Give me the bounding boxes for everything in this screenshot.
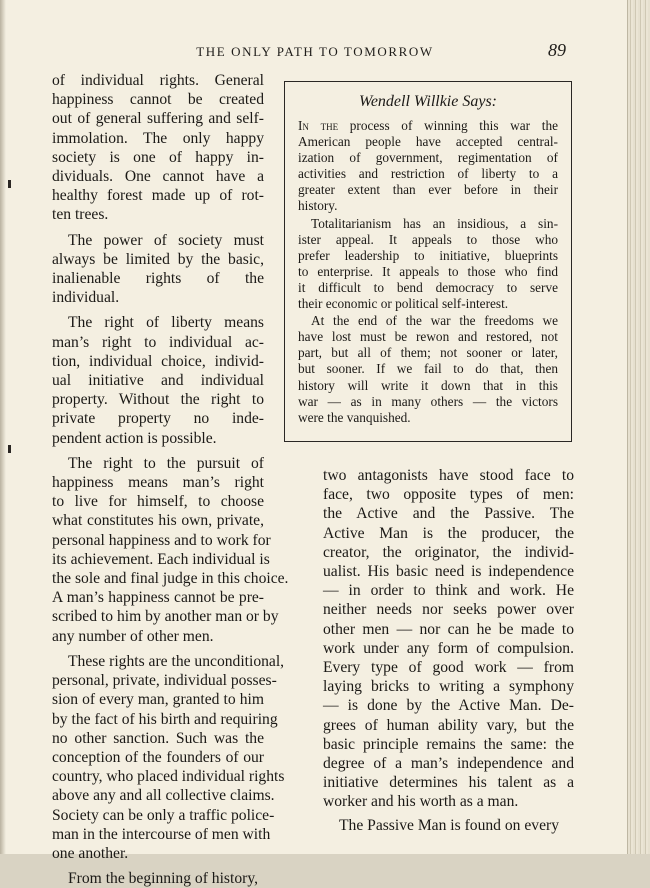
willkie-sidebar-box bbox=[284, 81, 572, 442]
text-line: conception of the founders of our bbox=[52, 748, 264, 766]
text-line: grees of human ability vary, but the bbox=[323, 716, 574, 734]
text-line: to live for himself, to choose bbox=[52, 493, 264, 511]
text-line: the Active and the Passive. The bbox=[323, 505, 574, 523]
sidebar-line: Totalitarianism has an insidious, a sin- bbox=[311, 215, 558, 231]
sidebar-line: have lost must be rewon and restored, not bbox=[298, 329, 558, 345]
text-line: immolation. The only happy bbox=[52, 129, 264, 147]
text-line: The right to the pursuit of bbox=[68, 454, 264, 472]
sidebar-line: part, but all of them; not sooner or later, bbox=[298, 345, 558, 361]
text-line: man’s right to individual ac- bbox=[52, 333, 264, 351]
sidebar-line: ister appeal. It appeals to those who bbox=[298, 231, 558, 247]
text-line: any number of other men. bbox=[52, 627, 214, 645]
sidebar-line: greater extent than ever before in their bbox=[298, 182, 558, 198]
page-number: 89 bbox=[548, 40, 566, 60]
text-line: what constitutes his own, private, bbox=[52, 512, 264, 530]
text-line: creator, the originator, the individ- bbox=[323, 543, 574, 561]
paragraph bbox=[52, 869, 264, 888]
text-line: work under any form of compulsion. bbox=[323, 639, 574, 657]
sidebar-line: history will write it down that in this bbox=[298, 377, 558, 393]
text-line: personal, private, individual posses- bbox=[52, 672, 277, 690]
sidebar-line: to enterprise. It appeals to those who find bbox=[298, 263, 558, 279]
text-line: country, who placed individual rights bbox=[52, 768, 285, 786]
sidebar-line: were the vanquished. bbox=[298, 409, 411, 425]
sidebar-line-text: process of winning this war the bbox=[338, 118, 559, 133]
text-line: man in the intercourse of men with bbox=[52, 825, 271, 843]
text-line: no other sanction. Such was the bbox=[52, 729, 264, 747]
text-line: The Passive Man is found on every bbox=[339, 816, 560, 834]
sidebar-line: their economic or political self-interest. bbox=[298, 296, 509, 312]
text-line: basic principle remains the same: the bbox=[323, 735, 574, 753]
sidebar-paragraph bbox=[298, 118, 558, 215]
paragraph bbox=[52, 231, 264, 308]
text-line: dividuals. One cannot have a bbox=[52, 168, 264, 186]
paragraph bbox=[52, 454, 289, 646]
margin-mark bbox=[8, 445, 11, 453]
paragraph bbox=[52, 313, 264, 447]
text-line: its achievement. Each individual is bbox=[52, 550, 270, 568]
sidebar-line: activities and restriction of liberty to a bbox=[298, 166, 558, 182]
text-line: society is one of happy in- bbox=[52, 148, 264, 166]
text-line: the sole and final judge in this choice. bbox=[52, 570, 289, 588]
text-line: two antagonists have stood face to bbox=[323, 467, 574, 484]
sidebar-title: Wendell Willkie Says: bbox=[358, 93, 498, 110]
text-line: healthy forest made up of rot- bbox=[52, 187, 264, 205]
text-line: Society can be only a traffic police- bbox=[52, 806, 275, 824]
text-line: personal happiness and to work for bbox=[52, 531, 271, 549]
text-line: always be limited by the basic, bbox=[52, 250, 264, 268]
text-line: These rights are the unconditional, bbox=[68, 652, 285, 670]
text-line: out of general suffering and self- bbox=[52, 110, 264, 128]
sidebar-paragraph bbox=[298, 313, 558, 426]
text-line: scribed to him by another man or by bbox=[52, 608, 279, 626]
text-line: pendent action is possible. bbox=[52, 429, 217, 447]
sidebar-body bbox=[298, 118, 558, 426]
sidebar-lead-in: In the bbox=[298, 118, 339, 133]
right-column bbox=[323, 466, 574, 835]
paragraph bbox=[52, 652, 285, 863]
sidebar-line bbox=[298, 118, 558, 134]
left-column bbox=[52, 71, 289, 888]
text-line: worker and his worth as a man. bbox=[323, 793, 519, 811]
text-line: tion, individual choice, individ- bbox=[52, 352, 264, 370]
text-line: one another. bbox=[52, 844, 129, 862]
running-head: THE ONLY PATH TO TOMORROW bbox=[196, 44, 434, 59]
text-line: The right of liberty means bbox=[68, 314, 264, 332]
text-line: individual. bbox=[52, 289, 120, 307]
paragraph bbox=[52, 71, 264, 225]
text-line: property. Without the right to bbox=[52, 391, 264, 409]
text-line: sion of every man, granted to him bbox=[52, 691, 264, 709]
page-edge bbox=[627, 0, 650, 854]
text-line: — in order to think and work. He bbox=[323, 582, 574, 600]
text-line: happiness cannot be created bbox=[52, 91, 264, 109]
sidebar-line: but sooner. If we fail to do that, then bbox=[298, 361, 558, 377]
text-line: neither needs nor seeks power over bbox=[323, 601, 574, 619]
sidebar-line: prefer leadership to initiative, blueprints bbox=[298, 247, 558, 263]
paragraph bbox=[323, 816, 574, 835]
text-line: ual initiative and individual bbox=[52, 372, 264, 390]
text-line: private property no inde- bbox=[52, 410, 264, 428]
text-line: A man’s happiness cannot be pre- bbox=[52, 589, 264, 607]
sidebar-line: American people have accepted central- bbox=[298, 134, 558, 150]
sidebar-line: ization of government, regimentation of bbox=[298, 150, 558, 166]
sidebar-line: war — as in many others — the victors bbox=[298, 393, 558, 409]
text-line: face, two opposite types of men: bbox=[323, 486, 574, 504]
text-line: The power of society must bbox=[68, 231, 264, 249]
sidebar-paragraph bbox=[298, 216, 558, 313]
text-line: initiative determines his talent as a bbox=[323, 774, 574, 792]
paragraph bbox=[323, 466, 574, 812]
text-line: ualist. His basic need is independence bbox=[323, 563, 574, 581]
text-line: inalienable rights of the bbox=[52, 270, 264, 288]
text-line: laying bricks to writing a symphony bbox=[323, 678, 574, 696]
text-line: other men — nor can he be made to bbox=[323, 620, 574, 638]
sidebar-line: it difficult to bend democracy to serve bbox=[298, 279, 558, 295]
sidebar-line: history. bbox=[298, 198, 338, 214]
text-line: above any and all collective claims. bbox=[52, 787, 275, 805]
text-line: Every type of good work — from bbox=[323, 659, 574, 677]
text-line: happiness means man’s right bbox=[52, 474, 264, 492]
text-line: ten trees. bbox=[52, 206, 109, 224]
text-line: by the fact of his birth and requiring bbox=[52, 710, 278, 728]
sidebar-line: At the end of the war the freedoms we bbox=[311, 313, 558, 329]
margin-mark bbox=[8, 180, 11, 188]
text-line: Active Man is the producer, the bbox=[323, 524, 574, 542]
text-line: From the beginning of history, bbox=[68, 870, 258, 888]
text-line: of individual rights. General bbox=[52, 72, 264, 89]
text-line: — is done by the Active Man. De- bbox=[323, 697, 574, 715]
text-line: degree of a man’s independence and bbox=[323, 755, 574, 773]
